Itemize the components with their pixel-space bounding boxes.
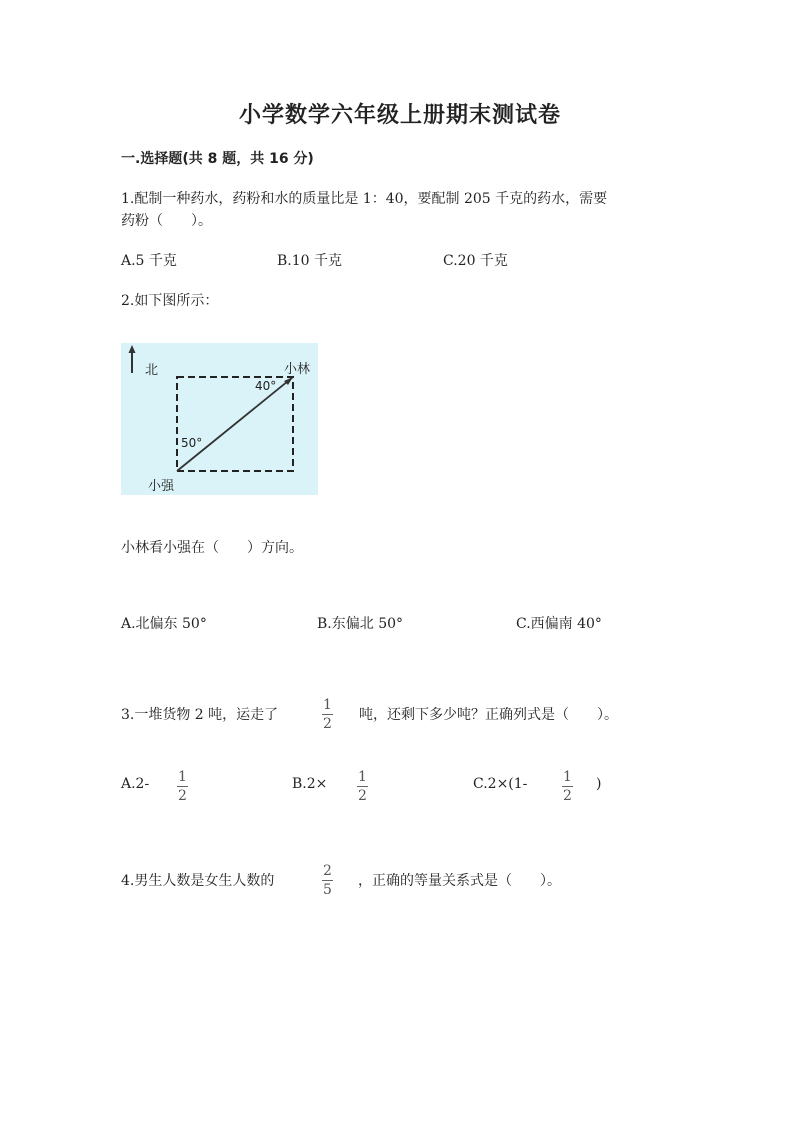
fraction-numerator: 1 bbox=[178, 769, 187, 785]
fraction-denominator: 2 bbox=[323, 716, 332, 732]
fraction-denominator: 5 bbox=[323, 882, 332, 898]
fraction-bar bbox=[357, 786, 368, 787]
q1-line1: 1.配制一种药水，药粉和水的质量比是 1：40，要配制 205 千克的药水，需要 bbox=[121, 191, 608, 207]
bottom-point-label: 小强 bbox=[148, 479, 175, 494]
q2-option-a: A.北偏东 50° bbox=[121, 616, 207, 632]
q4-fraction bbox=[322, 863, 333, 898]
fraction-bar bbox=[177, 786, 188, 787]
q1-option-c: C.20 千克 bbox=[443, 253, 508, 269]
q2-option-b: B.东偏北 50° bbox=[317, 616, 404, 632]
q3-option-c-close: ) bbox=[596, 776, 602, 792]
fraction-numerator: 1 bbox=[358, 769, 367, 785]
q3-stem-before: 3.一堆货物 2 吨，运走了 bbox=[121, 707, 279, 723]
q3-fraction bbox=[322, 697, 333, 732]
fraction-bar bbox=[322, 714, 333, 715]
q4-stem-before: 4.男生人数是女生人数的 bbox=[121, 873, 275, 889]
top-angle-label: 40° bbox=[255, 379, 277, 393]
q1-option-a: A.5 千克 bbox=[121, 253, 177, 269]
q4-stem-after: ，正确的等量关系式是（ ）。 bbox=[358, 873, 561, 889]
q2-option-c: C.西偏南 40° bbox=[516, 616, 602, 632]
fraction-denominator: 2 bbox=[358, 788, 367, 804]
bottom-angle-label: 50° bbox=[181, 436, 203, 450]
q3-option-c-fraction bbox=[562, 769, 573, 804]
q3-option-b-fraction bbox=[357, 769, 368, 804]
fraction-bar bbox=[562, 786, 573, 787]
q3-option-b: B.2× bbox=[292, 776, 328, 792]
fraction-numerator: 2 bbox=[323, 863, 332, 879]
top-point-label: 小林 bbox=[284, 362, 311, 377]
q1-line2: 药粉（ ）。 bbox=[121, 213, 212, 229]
fraction-numerator: 1 bbox=[323, 697, 332, 713]
q3-option-a: A.2- bbox=[121, 776, 150, 792]
fraction-numerator: 1 bbox=[563, 769, 572, 785]
q3-option-c: C.2×(1- bbox=[473, 776, 528, 792]
q1-option-b: B.10 千克 bbox=[277, 253, 343, 269]
north-label: 北 bbox=[145, 363, 159, 378]
q2-stem: 2.如下图所示： bbox=[121, 293, 219, 309]
direction-diagram bbox=[121, 343, 318, 495]
fraction-bar bbox=[322, 880, 333, 881]
page-title: 小学数学六年级上册期末测试卷 bbox=[238, 103, 561, 128]
section-heading: 一.选择题(共 8 题，共 16 分) bbox=[121, 151, 314, 167]
fraction-denominator: 2 bbox=[178, 788, 187, 804]
q3-stem-after: 吨，还剩下多少吨？正确列式是（ ）。 bbox=[359, 707, 618, 723]
q3-option-a-fraction bbox=[177, 769, 188, 804]
fraction-denominator: 2 bbox=[563, 788, 572, 804]
q2-question: 小林看小强在（ ）方向。 bbox=[121, 540, 303, 556]
